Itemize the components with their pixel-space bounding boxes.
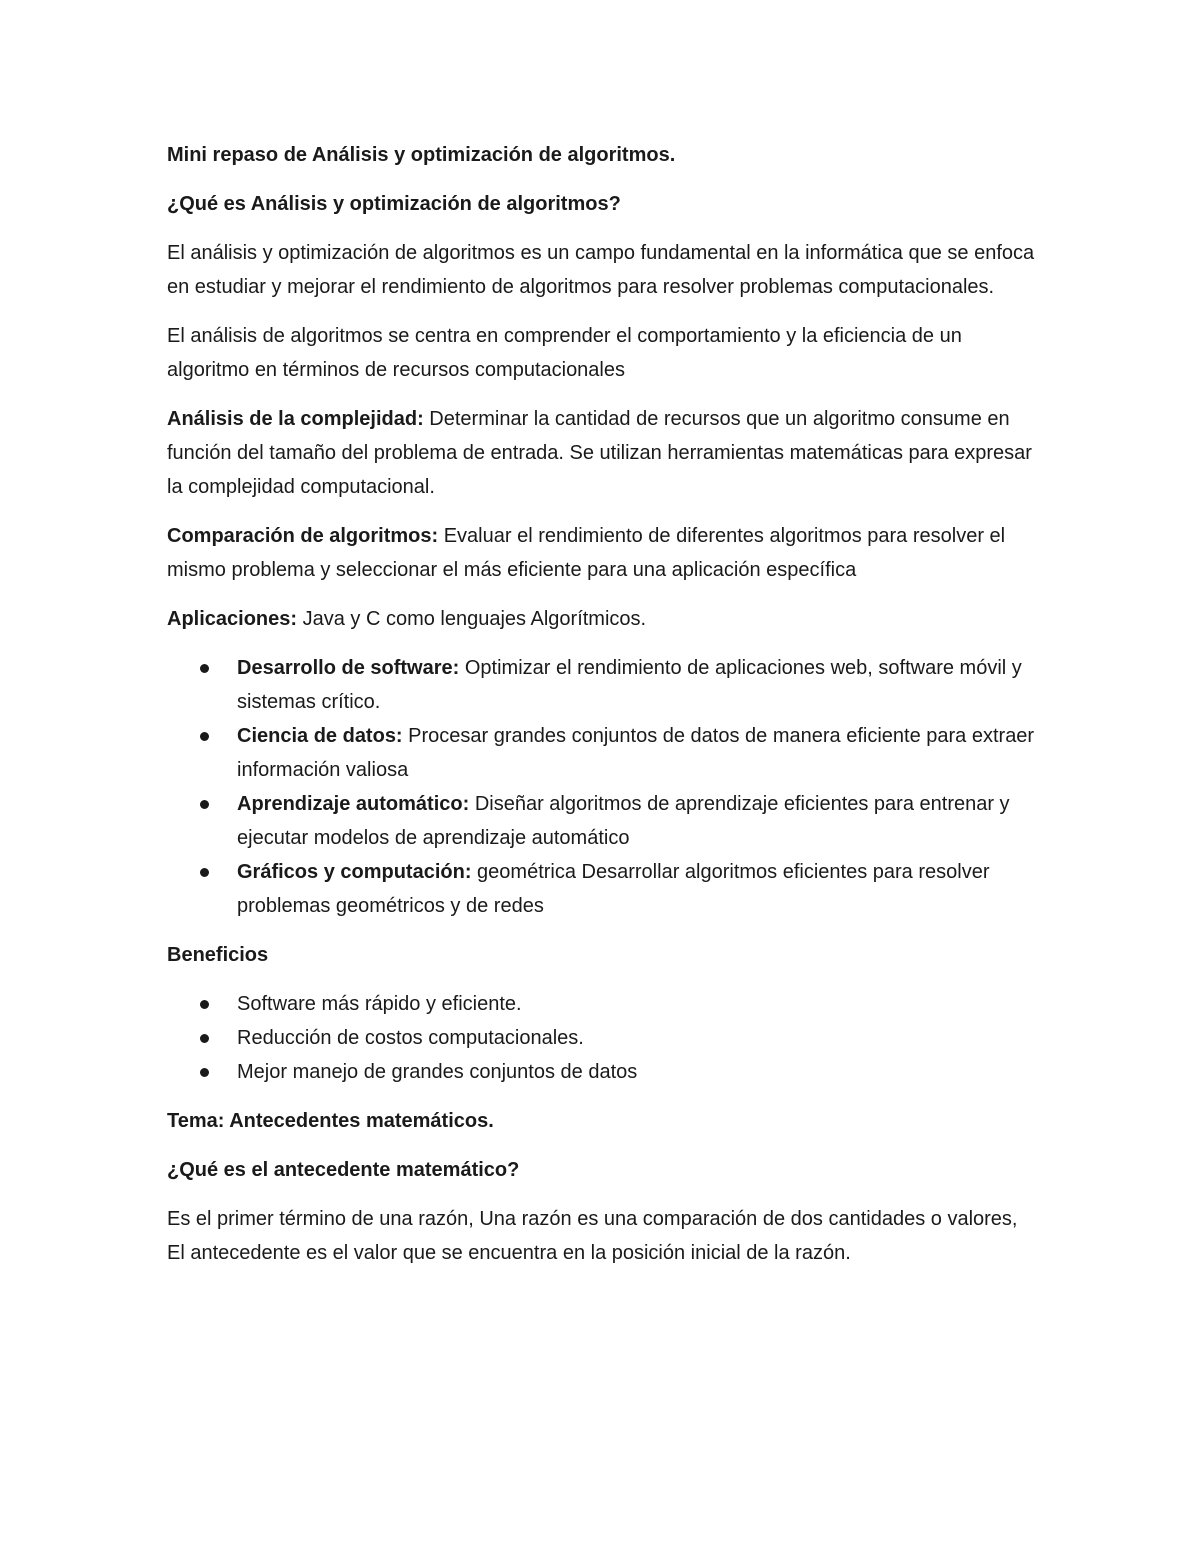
- comparison-label: Comparación de algoritmos:: [167, 525, 439, 547]
- applications-text: Java y C como lenguajes Algorítmicos.: [297, 608, 647, 630]
- paragraph-analysis: El análisis de algoritmos se centra en comprender el comportamiento y la eficiencia de un algoritmo en términos de recursos computacionales: [167, 325, 962, 381]
- list-item-label: Ciencia de datos:: [237, 725, 403, 747]
- list-item-label: Desarrollo de software:: [237, 657, 460, 679]
- applications-label: Aplicaciones:: [167, 608, 298, 630]
- question-heading-1: ¿Qué es Análisis y optimización de algoritmos?: [167, 193, 621, 215]
- list-item: Software más rápido y eficiente.: [167, 987, 1037, 1021]
- paragraph-comparison: [167, 519, 1037, 587]
- list-item-text: geométrica Desarrollar algoritmos eficientes para resolver problemas geométricos y de redes: [237, 861, 990, 917]
- benefits-heading: Beneficios: [167, 944, 269, 966]
- question-heading-2: ¿Qué es el antecedente matemático?: [167, 1159, 520, 1181]
- list-item: [167, 719, 1037, 787]
- list-item-label: Gráficos y computación:: [237, 861, 472, 883]
- list-item: [167, 855, 1037, 923]
- paragraph-intro: El análisis y optimización de algoritmos es un campo fundamental en la informática que se enfoca en estudiar y mejorar el rendimiento de algoritmos para resolver problemas computacionales.: [167, 242, 1035, 298]
- applications-list: [167, 651, 1037, 923]
- complexity-text: Determinar la cantidad de recursos que un algoritmo consume en función del tamaño del problema de entrada. Se utilizan herramientas matemáticas para expresar la complejidad computacional.: [167, 408, 1032, 498]
- list-item-label: Aprendizaje automático:: [237, 793, 470, 815]
- paragraph-antecedent: Es el primer término de una razón, Una razón es una comparación de dos cantidades o valores, El antecedente es el valor que se encuentra en la posición inicial de la razón.: [167, 1208, 1018, 1264]
- list-item-text: Procesar grandes conjuntos de datos de manera eficiente para extraer información valiosa: [237, 725, 1035, 781]
- list-item-text: Optimizar el rendimiento de aplicaciones web, software móvil y sistemas crítico.: [237, 657, 1022, 713]
- list-item: Reducción de costos computacionales.: [167, 1021, 1037, 1055]
- list-item: [167, 651, 1037, 719]
- complexity-label: Análisis de la complejidad:: [167, 408, 424, 430]
- document-page: [167, 138, 1037, 1285]
- list-item: Mejor manejo de grandes conjuntos de datos: [167, 1055, 1037, 1089]
- list-item-text: Diseñar algoritmos de aprendizaje eficientes para entrenar y ejecutar modelos de aprendizaje automático: [237, 793, 1010, 849]
- benefits-list: [167, 987, 1037, 1089]
- topic-heading: Tema: Antecedentes matemáticos.: [167, 1110, 494, 1132]
- document-title: Mini repaso de Análisis y optimización de algoritmos.: [167, 144, 676, 166]
- paragraph-applications: [167, 602, 1037, 636]
- comparison-text: Evaluar el rendimiento de diferentes algoritmos para resolver el mismo problema y seleccionar el más eficiente para una aplicación específica: [167, 525, 1006, 581]
- list-item: [167, 787, 1037, 855]
- paragraph-complexity: [167, 402, 1037, 504]
